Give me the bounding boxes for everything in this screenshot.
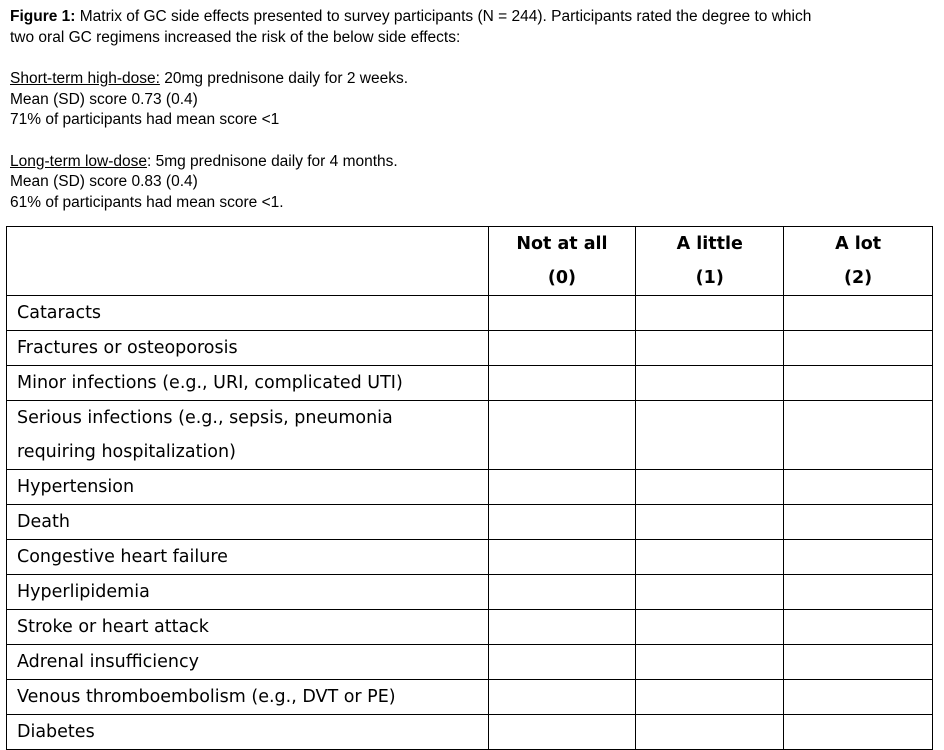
row-label-stroke: Stroke or heart attack [7,610,489,645]
side-effect-matrix [6,226,933,750]
header-row [7,227,933,296]
table-row [7,645,933,680]
rating-cell[interactable] [488,505,636,540]
table-row [7,715,933,750]
long-term-percent: 61% of participants had mean score <1. [10,193,284,211]
rating-cell[interactable] [784,331,933,366]
long-term-heading: Long-term low-dose [10,152,147,170]
rating-cell[interactable] [488,366,636,401]
header-corner [7,227,489,296]
row-label-minor-infections: Minor infections (e.g., URI, complicated UTI) [7,366,489,401]
rating-cell[interactable] [488,680,636,715]
rating-cell[interactable] [636,715,784,750]
rating-cell[interactable] [636,645,784,680]
column-label: A little [676,234,743,254]
row-label-adrenal-insufficiency: Adrenal insufficiency [7,645,489,680]
row-label-line1: Serious infections (e.g., sepsis, pneumonia [17,408,393,428]
row-label-serious-infections [7,401,489,470]
rating-cell[interactable] [636,680,784,715]
figure-description: Matrix of GC side effects presented to survey participants (N = 244). Participants rated the degree to which [75,8,812,25]
rating-cell[interactable] [488,540,636,575]
rating-cell[interactable] [784,401,933,470]
table-row [7,680,933,715]
rating-cell[interactable] [636,575,784,610]
long-term-mean: Mean (SD) score 0.83 (0.4) [10,173,198,190]
rating-cell[interactable] [488,575,636,610]
figure-description-line2: two oral GC regimens increased the risk of the below side effects: [10,28,461,46]
column-label: Not at all [516,234,608,254]
rating-cell[interactable] [784,610,933,645]
row-label-death: Death [7,505,489,540]
rating-cell[interactable] [488,401,636,470]
rating-cell[interactable] [784,505,933,540]
figure-title [10,7,934,28]
rating-cell[interactable] [784,680,933,715]
row-label-line2: requiring hospitalization) [17,442,236,462]
table-row [7,540,933,575]
rating-cell[interactable] [636,540,784,575]
row-label-venous-thromboembolism: Venous thromboembolism (e.g., DVT or PE) [7,680,489,715]
row-label-hypertension: Hypertension [7,470,489,505]
rating-cell[interactable] [636,610,784,645]
column-label: A lot [835,234,882,254]
short-term-detail: 20mg prednisone daily for 2 weeks. [159,70,409,87]
table-row [7,401,933,470]
figure-caption [10,7,934,213]
rating-cell[interactable] [636,331,784,366]
figure-label: Figure 1: [10,8,76,25]
rating-cell[interactable] [784,540,933,575]
column-value: (1) [695,268,724,288]
table-row [7,505,933,540]
rating-cell[interactable] [488,610,636,645]
short-term-mean: Mean (SD) score 0.73 (0.4) [10,90,198,108]
short-term-heading: Short-term high-dose: [10,70,160,87]
rating-cell[interactable] [784,470,933,505]
table-row [7,575,933,610]
rating-cell[interactable] [488,470,636,505]
rating-cell[interactable] [488,296,636,331]
rating-cell[interactable] [784,575,933,610]
long-term-detail: 5mg prednisone daily for 4 months. [151,152,398,170]
table-row [7,331,933,366]
row-label-congestive-heart-failure: Congestive heart failure [7,540,489,575]
rating-cell[interactable] [784,366,933,401]
short-term-regimen [10,69,934,90]
rating-cell[interactable] [784,296,933,331]
rating-cell[interactable] [784,645,933,680]
rating-cell[interactable] [636,470,784,505]
long-term-regimen [10,152,934,173]
rating-cell[interactable] [488,715,636,750]
short-term-percent: 71% of participants had mean score <1 [10,111,280,128]
long-term-colon: : [146,152,152,170]
rating-cell[interactable] [636,401,784,470]
column-value: (0) [547,268,577,288]
rating-cell[interactable] [488,331,636,366]
table-row [7,610,933,645]
row-label-hyperlipidemia: Hyperlipidemia [7,575,489,610]
rating-cell[interactable] [784,715,933,750]
column-header-not-at-all [488,227,636,296]
row-label-diabetes: Diabetes [7,715,489,750]
table-row [7,366,933,401]
column-header-a-lot [784,227,933,296]
rating-cell[interactable] [636,505,784,540]
column-header-a-little [636,227,784,296]
rating-cell[interactable] [636,366,784,401]
table-row [7,470,933,505]
row-label-cataracts: Cataracts [7,296,489,331]
table-row [7,296,933,331]
rating-cell[interactable] [636,296,784,331]
column-value: (2) [843,268,873,288]
rating-cell[interactable] [488,645,636,680]
row-label-fractures: Fractures or osteoporosis [7,331,489,366]
